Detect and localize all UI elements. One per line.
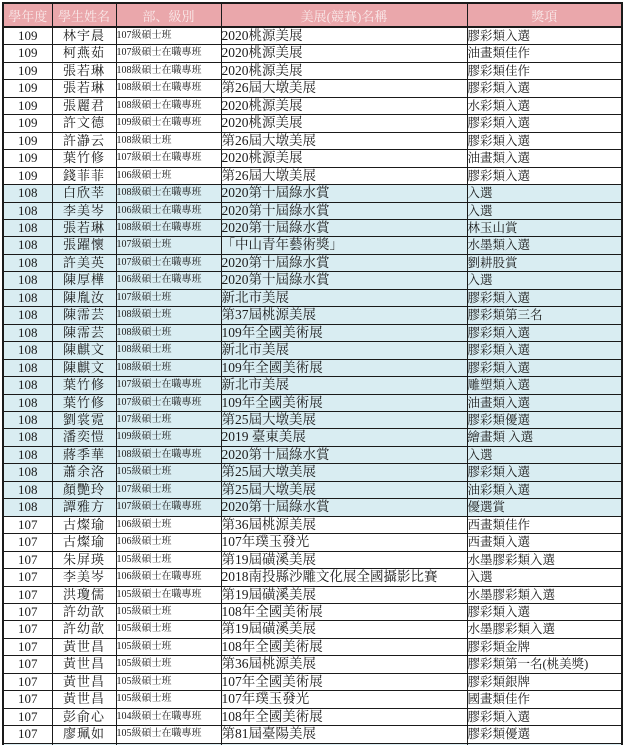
cell-year: 108: [3, 446, 52, 463]
cell-class: 106級碩士班: [116, 534, 221, 551]
cell-award: 膠彩類入選: [467, 708, 622, 725]
cell-name: 陳胤汝: [52, 289, 116, 306]
cell-class: 105級碩士班: [116, 656, 221, 673]
cell-name: 洪瓊儒: [52, 586, 116, 603]
cell-exhibition: 2019 臺東美展: [221, 429, 467, 446]
cell-exhibition: 108年全國美術展: [221, 638, 467, 655]
cell-year: 107: [3, 603, 52, 620]
cell-award: 水墨膠彩類入選: [467, 621, 622, 638]
table-row: [3, 150, 622, 167]
cell-year: 108: [3, 359, 52, 376]
cell-class: 108級碩士班: [116, 342, 221, 359]
table-row: [3, 289, 622, 306]
cell-year: 109: [3, 115, 52, 132]
cell-name: 葉竹修: [52, 377, 116, 394]
table-row: [3, 499, 622, 516]
table-row: [3, 464, 622, 481]
cell-award: 膠彩類入選: [467, 115, 622, 132]
cell-exhibition: 2020桃源美展: [221, 150, 467, 167]
cell-award: 水彩類入選: [467, 97, 622, 114]
cell-year: 107: [3, 656, 52, 673]
cell-exhibition: 新北市美展: [221, 342, 467, 359]
cell-class: 109級碩士班: [116, 429, 221, 446]
cell-award: 膠彩類第三名: [467, 307, 622, 324]
table-row: [3, 726, 622, 743]
table-row: [3, 446, 622, 463]
cell-year: 107: [3, 726, 52, 743]
column-header-award: 獎項: [467, 3, 622, 27]
table-body: [3, 27, 622, 745]
cell-year: 107: [3, 673, 52, 690]
cell-class: 105級碩士班: [116, 691, 221, 708]
table-row: [3, 569, 622, 586]
cell-name: 張若琳: [52, 80, 116, 97]
cell-class: 105級碩士班: [116, 621, 221, 638]
cell-exhibition: 109年全國美術展: [221, 324, 467, 341]
cell-award: 雕塑類入選: [467, 377, 622, 394]
student-awards-table: [2, 2, 623, 745]
cell-award: 膠彩類入選: [467, 27, 622, 45]
cell-exhibition: 108年全國美術展: [221, 708, 467, 725]
cell-class: 107級碩士在職專班: [116, 394, 221, 411]
cell-name: 古燦瑜: [52, 516, 116, 533]
cell-award: 國畫類佳作: [467, 691, 622, 708]
column-header-name: 學生姓名: [52, 3, 116, 27]
table-row: [3, 45, 622, 62]
cell-award: 入選: [467, 446, 622, 463]
cell-year: 107: [3, 621, 52, 638]
cell-name: 譚雅方: [52, 499, 116, 516]
cell-class: 107級碩士在職專班: [116, 45, 221, 62]
cell-name: 林宇晨: [52, 27, 116, 45]
table-row: [3, 638, 622, 655]
table-row: [3, 708, 622, 725]
table-row: [3, 656, 622, 673]
cell-exhibition: 第36屆桃源美展: [221, 656, 467, 673]
cell-name: 朱屏瑛: [52, 551, 116, 568]
cell-name: 葉竹修: [52, 150, 116, 167]
cell-award: 油畫類入選: [467, 394, 622, 411]
cell-name: 黃世昌: [52, 638, 116, 655]
table-row: [3, 80, 622, 97]
table-row: [3, 603, 622, 620]
cell-year: 108: [3, 342, 52, 359]
cell-award: 膠彩類入選: [467, 342, 622, 359]
cell-exhibition: 107年全國美術展: [221, 673, 467, 690]
cell-class: 107級碩士班: [116, 237, 221, 254]
cell-exhibition: 第26屆大墩美展: [221, 167, 467, 184]
header-row: [3, 3, 622, 27]
cell-name: 黃世昌: [52, 691, 116, 708]
cell-exhibition: 2020桃源美展: [221, 62, 467, 79]
table-row: [3, 481, 622, 498]
cell-exhibition: 第26屆大墩美展: [221, 132, 467, 149]
cell-exhibition: 第37屆桃源美展: [221, 307, 467, 324]
cell-name: 蕭余洛: [52, 464, 116, 481]
cell-award: 油彩類入選: [467, 481, 622, 498]
cell-class: 107級碩士在職專班: [116, 254, 221, 271]
cell-class: 108級碩士在職專班: [116, 80, 221, 97]
cell-award: 膠彩類優選: [467, 411, 622, 428]
table-row: [3, 429, 622, 446]
cell-award: 劉耕股賞: [467, 254, 622, 271]
cell-exhibition: 2020桃源美展: [221, 27, 467, 45]
cell-year: 108: [3, 429, 52, 446]
cell-award: 西畫類佳作: [467, 516, 622, 533]
table-row: [3, 691, 622, 708]
cell-name: 李美岑: [52, 569, 116, 586]
table-row: [3, 97, 622, 114]
cell-award: 水墨類入選: [467, 237, 622, 254]
cell-year: 108: [3, 202, 52, 219]
cell-name: 白欣莘: [52, 185, 116, 202]
table-row: [3, 254, 622, 271]
cell-exhibition: 第25屆大墩美展: [221, 411, 467, 428]
cell-name: 彭俞心: [52, 708, 116, 725]
cell-class: 105級碩士班: [116, 638, 221, 655]
cell-class: 105級碩士在職專班: [116, 586, 221, 603]
column-header-exhibition: 美展(競賽)名稱: [221, 3, 467, 27]
cell-year: 107: [3, 586, 52, 603]
table-row: [3, 237, 622, 254]
cell-year: 109: [3, 45, 52, 62]
cell-exhibition: 109年全國美術展: [221, 394, 467, 411]
cell-exhibition: 2020第十屆綠水賞: [221, 446, 467, 463]
table-row: [3, 621, 622, 638]
cell-name: 張若琳: [52, 219, 116, 236]
cell-award: 水墨膠彩類入選: [467, 586, 622, 603]
cell-year: 107: [3, 551, 52, 568]
cell-award: 膠彩類銀牌: [467, 673, 622, 690]
cell-year: 108: [3, 219, 52, 236]
cell-name: 葉竹修: [52, 394, 116, 411]
cell-class: 107級碩士班: [116, 411, 221, 428]
column-header-year: 學年度: [3, 3, 52, 27]
cell-exhibition: 2020第十屆綠水賞: [221, 272, 467, 289]
cell-class: 108級碩士在職專班: [116, 185, 221, 202]
cell-year: 108: [3, 272, 52, 289]
cell-year: 107: [3, 708, 52, 725]
cell-name: 陳霈芸: [52, 307, 116, 324]
cell-award: 膠彩類入選: [467, 80, 622, 97]
cell-name: 劉裳霓: [52, 411, 116, 428]
cell-year: 107: [3, 638, 52, 655]
cell-year: 108: [3, 289, 52, 306]
cell-year: 109: [3, 62, 52, 79]
column-header-class: 部、級別: [116, 3, 221, 27]
cell-award: 膠彩類金牌: [467, 638, 622, 655]
cell-award: 膠彩類優選: [467, 726, 622, 743]
table-row: [3, 115, 622, 132]
cell-class: 105級碩士班: [116, 603, 221, 620]
cell-award: 油畫類佳作: [467, 45, 622, 62]
cell-exhibition: 第81屆臺陽美展: [221, 726, 467, 743]
cell-exhibition: 第19屆磺溪美展: [221, 586, 467, 603]
cell-year: 108: [3, 324, 52, 341]
cell-class: 108級碩士班: [116, 307, 221, 324]
cell-year: 108: [3, 377, 52, 394]
cell-award: 水墨膠彩類入選: [467, 551, 622, 568]
cell-exhibition: 2020桃源美展: [221, 97, 467, 114]
cell-exhibition: 「中山青年藝術獎」: [221, 237, 467, 254]
cell-exhibition: 2020第十屆綠水賞: [221, 202, 467, 219]
cell-exhibition: 第36屆桃源美展: [221, 516, 467, 533]
cell-award: 膠彩類入選: [467, 132, 622, 149]
cell-exhibition: 107年璞玉發光: [221, 534, 467, 551]
cell-name: 顏艷玲: [52, 481, 116, 498]
cell-year: 108: [3, 499, 52, 516]
cell-exhibition: 第25屆大墩美展: [221, 464, 467, 481]
cell-class: 105級碩士班: [116, 464, 221, 481]
cell-class: 107級碩士班: [116, 289, 221, 306]
cell-name: 陳麒文: [52, 342, 116, 359]
cell-name: 張躍懷: [52, 237, 116, 254]
cell-award: 入選: [467, 202, 622, 219]
cell-exhibition: 108年全國美術展: [221, 603, 467, 620]
cell-class: 105級碩士班: [116, 673, 221, 690]
cell-year: 108: [3, 394, 52, 411]
cell-year: 108: [3, 481, 52, 498]
cell-award: 膠彩類入選: [467, 359, 622, 376]
cell-exhibition: 新北市美展: [221, 377, 467, 394]
cell-award: 西畫類入選: [467, 534, 622, 551]
cell-class: 106級碩士在職專班: [116, 202, 221, 219]
cell-class: 107級碩士班: [116, 481, 221, 498]
cell-year: 107: [3, 569, 52, 586]
cell-name: 潘奕愷: [52, 429, 116, 446]
cell-year: 109: [3, 167, 52, 184]
cell-name: 廖珮如: [52, 726, 116, 743]
table-row: [3, 411, 622, 428]
cell-award: 入選: [467, 569, 622, 586]
table-row: [3, 534, 622, 551]
cell-name: 張麗君: [52, 97, 116, 114]
table-row: [3, 219, 622, 236]
cell-award: 入選: [467, 272, 622, 289]
cell-award: 膠彩類第一名(桃美獎): [467, 656, 622, 673]
cell-name: 蔣季華: [52, 446, 116, 463]
cell-name: 古燦瑜: [52, 534, 116, 551]
cell-exhibition: 2020第十屆綠水賞: [221, 185, 467, 202]
cell-exhibition: 2020桃源美展: [221, 45, 467, 62]
cell-exhibition: 2020第十屆綠水賞: [221, 254, 467, 271]
cell-award: 膠彩類入選: [467, 324, 622, 341]
cell-exhibition: 第25屆大墩美展: [221, 481, 467, 498]
cell-award: 膠彩類佳作: [467, 62, 622, 79]
cell-year: 107: [3, 534, 52, 551]
cell-class: 108級碩士在職專班: [116, 446, 221, 463]
cell-year: 109: [3, 132, 52, 149]
cell-name: 許幼歆: [52, 603, 116, 620]
cell-exhibition: 新北市美展: [221, 289, 467, 306]
cell-award: 繪畫類 入選: [467, 429, 622, 446]
cell-class: 107級碩士班: [116, 27, 221, 45]
table-row: [3, 377, 622, 394]
cell-year: 109: [3, 80, 52, 97]
table-row: [3, 27, 622, 45]
cell-exhibition: 第19屆磺溪美展: [221, 621, 467, 638]
table-row: [3, 342, 622, 359]
cell-name: 陳厚樺: [52, 272, 116, 289]
table-row: [3, 272, 622, 289]
cell-award: 優選賞: [467, 499, 622, 516]
cell-name: 許瀞云: [52, 132, 116, 149]
cell-year: 108: [3, 237, 52, 254]
cell-award: 膠彩類入選: [467, 464, 622, 481]
cell-exhibition: 107年璞玉發光: [221, 691, 467, 708]
cell-class: 108級碩士班: [116, 132, 221, 149]
cell-class: 104級碩士在職專班: [116, 708, 221, 725]
cell-exhibition: 2020桃源美展: [221, 115, 467, 132]
cell-class: 106級碩士班: [116, 516, 221, 533]
table-row: [3, 62, 622, 79]
cell-exhibition: 第19屆磺溪美展: [221, 551, 467, 568]
cell-exhibition: 2020第十屆綠水賞: [221, 219, 467, 236]
cell-year: 107: [3, 691, 52, 708]
cell-name: 黃世昌: [52, 656, 116, 673]
cell-name: 許文德: [52, 115, 116, 132]
cell-exhibition: 109年全國美術展: [221, 359, 467, 376]
cell-class: 106級碩士在職專班: [116, 272, 221, 289]
table-row: [3, 307, 622, 324]
cell-year: 109: [3, 27, 52, 45]
cell-year: 109: [3, 97, 52, 114]
cell-class: 109級碩士在職專班: [116, 115, 221, 132]
cell-name: 許美英: [52, 254, 116, 271]
table-row: [3, 202, 622, 219]
cell-class: 108級碩士在職專班: [116, 219, 221, 236]
cell-award: 入選: [467, 185, 622, 202]
cell-class: 105級碩士在職專班: [116, 726, 221, 743]
cell-name: 黃世昌: [52, 673, 116, 690]
table-row: [3, 132, 622, 149]
cell-exhibition: 2018南投縣沙雕文化展全國攝影比賽: [221, 569, 467, 586]
table-row: [3, 551, 622, 568]
table-row: [3, 324, 622, 341]
cell-class: 108級碩士在職專班: [116, 97, 221, 114]
cell-class: 108級碩士班: [116, 359, 221, 376]
cell-class: 107級碩士在職專班: [116, 150, 221, 167]
cell-year: 108: [3, 185, 52, 202]
cell-award: 膠彩類入選: [467, 289, 622, 306]
cell-name: 錢菲菲: [52, 167, 116, 184]
table-header: [3, 3, 622, 27]
cell-class: 107級碩士在職專班: [116, 377, 221, 394]
cell-class: 108級碩士在職專班: [116, 62, 221, 79]
table-row: [3, 167, 622, 184]
cell-year: 108: [3, 411, 52, 428]
table-row: [3, 673, 622, 690]
cell-year: 107: [3, 516, 52, 533]
cell-exhibition: 2020第十屆綠水賞: [221, 499, 467, 516]
cell-award: 林玉山賞: [467, 219, 622, 236]
cell-class: 106級碩士在職專班: [116, 569, 221, 586]
table-row: [3, 586, 622, 603]
cell-name: 柯燕茹: [52, 45, 116, 62]
cell-class: 108級碩士班: [116, 324, 221, 341]
cell-award: 膠彩類入選: [467, 167, 622, 184]
cell-class: 105級碩士班: [116, 551, 221, 568]
table-row: [3, 359, 622, 376]
cell-exhibition: 第26屆大墩美展: [221, 80, 467, 97]
table-row: [3, 516, 622, 533]
cell-name: 陳麒文: [52, 359, 116, 376]
table-row: [3, 394, 622, 411]
cell-year: 108: [3, 307, 52, 324]
cell-award: 膠彩類入選: [467, 603, 622, 620]
cell-award: 油畫類入選: [467, 150, 622, 167]
cell-year: 109: [3, 150, 52, 167]
table-row: [3, 185, 622, 202]
cell-year: 108: [3, 254, 52, 271]
cell-name: 張若琳: [52, 62, 116, 79]
cell-name: 陳霈芸: [52, 324, 116, 341]
cell-name: 許幼歆: [52, 621, 116, 638]
cell-class: 107級碩士在職專班: [116, 499, 221, 516]
cell-year: 108: [3, 464, 52, 481]
cell-name: 李美岑: [52, 202, 116, 219]
cell-class: 106級碩士班: [116, 167, 221, 184]
